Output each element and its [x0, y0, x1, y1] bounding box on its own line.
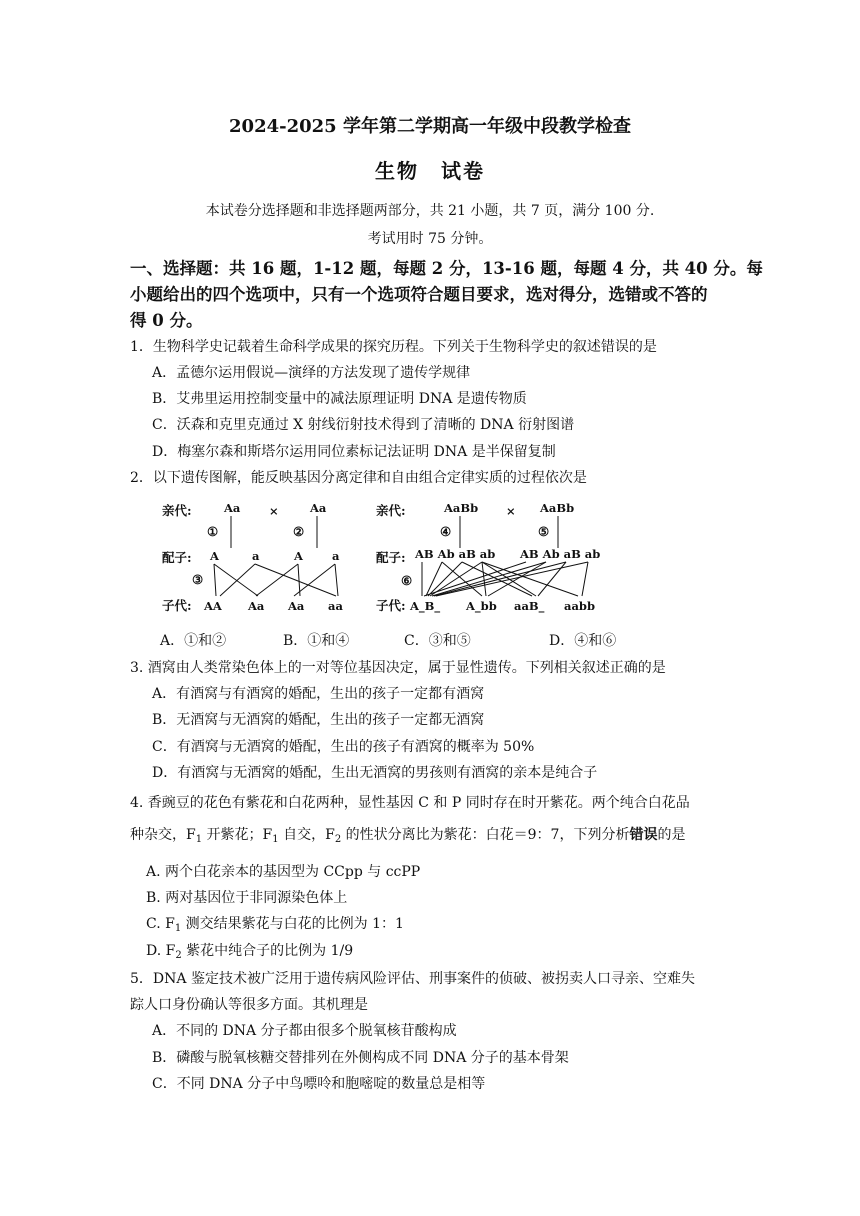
cross-line [214, 564, 216, 596]
q4-line-2-text-b: 开紫花；F [202, 827, 273, 843]
intro-line-2: 考试用时 75 分钟。 [367, 231, 493, 247]
q4-line-2-text-a: 种杂交，F [130, 827, 196, 843]
right-parent-1: AaBb [444, 501, 479, 515]
left-offspring-2: Aa [248, 599, 265, 613]
intro-line-1: 本试卷分选择题和非选择题两部分，共 21 小题，共 7 页，满分 100 分. [205, 203, 655, 219]
left-gamete-4: a [332, 549, 340, 563]
q3-stem: 3. 酒窝由人类常染色体上的一对等位基因决定，属于显性遗传。下列相关叙述正确的是 [130, 660, 666, 676]
subject-title: 生物 试卷 [375, 159, 485, 183]
q4-line-1: 4. 香豌豆的花色有紫花和白花两种，显性基因 C 和 P 同时存在时开紫花。两个纯合白花品 [130, 795, 690, 811]
q1-stem: 1．生物科学史记载着生命科学成果的探究历程。下列关于生物科学史的叙述错误的是 [130, 339, 657, 355]
step-3-label: ③ [192, 572, 204, 587]
step-5-label: ⑤ [538, 524, 550, 539]
left-offspring-3: Aa [288, 599, 305, 613]
q4-sub-1: 1 [195, 834, 203, 845]
q5-option-a: A．不同的 DNA 分子都由很多个脱氧核苷酸构成 [152, 1023, 457, 1039]
cross-line [582, 562, 588, 596]
q1-option-c: C．沃森和克里克通过 X 射线衍射技术得到了清晰的 DNA 衍射图谱 [152, 417, 575, 433]
cross-line [294, 564, 335, 596]
exam-title: 2024-2025 学年第二学期高一年级中段教学检查 [229, 116, 631, 137]
q5-option-b: B．磷酸与脱氧核糖交替排列在外侧构成不同 DNA 分子的基本骨架 [152, 1050, 569, 1066]
cross-line [538, 562, 566, 596]
q4-error-word: 错误 [629, 827, 658, 843]
genetic-cross-diagram [160, 496, 620, 624]
q5-option-c: C．不同 DNA 分子中鸟嘌呤和胞嘧啶的数量总是相等 [152, 1076, 486, 1092]
q2-option-c: C．③和⑤ [404, 633, 471, 649]
left-parent-label: 亲代: [162, 503, 192, 518]
step-4-label: ④ [440, 524, 452, 539]
q3-option-c: C．有酒窝与无酒窝的婚配，生出的孩子有酒窝的概率为 50% [152, 739, 535, 755]
q3-option-b: B．无酒窝与无酒窝的婚配，生出的孩子一定都无酒窝 [152, 712, 485, 728]
right-offspring-4: aabb [564, 599, 595, 613]
q4-option-c-post: 测交结果紫花与白花的比例为 1：1 [181, 916, 404, 932]
q4-line-2-text-e: 的是 [657, 827, 686, 843]
right-cross-sign: × [506, 504, 516, 518]
left-cross-sign: × [269, 504, 279, 518]
left-gamete-label: 配子: [162, 550, 192, 565]
left-parent-1: Aa [224, 501, 241, 515]
q4-option-c-pre: C. F [146, 916, 175, 932]
left-gamete-3: A [294, 549, 303, 563]
left-offspring-label: 子代: [162, 598, 192, 613]
q2-option-d: D．④和⑥ [549, 633, 617, 649]
q1-option-b: B．艾弗里运用控制变量中的减法原理证明 DNA 是遗传物质 [152, 391, 527, 407]
q2-option-a: A．①和② [160, 633, 227, 649]
left-offspring-4: aa [328, 599, 343, 613]
q4-option-d-sub: 2 [175, 950, 182, 961]
step-6-label: ⑥ [401, 573, 413, 588]
left-gamete-2: a [252, 549, 260, 563]
cross-line [214, 564, 258, 596]
right-parent-label: 亲代: [376, 503, 406, 518]
section-heading-line-2: 小题给出的四个选项中，只有一个选项符合题目要求，选对得分，选错或不答的 [130, 285, 708, 304]
q4-option-b: B. 两对基因位于非同源染色体上 [146, 890, 348, 906]
left-offspring-1: AA [204, 599, 222, 613]
right-offspring-3: aaB_ [514, 599, 545, 613]
q4-option-a: A. 两个白花亲本的基因型为 CCpp 与 ccPP [146, 864, 421, 880]
right-gamete-label: 配子: [376, 550, 406, 565]
right-offspring-1: A_B_ [410, 599, 441, 613]
q4-line-2-text-c: 自交，F [278, 827, 335, 843]
q4-option-c [146, 915, 404, 933]
q1-option-d: D．梅塞尔森和斯塔尔运用同位素标记法证明 DNA 是半保留复制 [152, 444, 556, 460]
q3-option-a: A．有酒窝与有酒窝的婚配，生出的孩子一定都有酒窝 [152, 686, 485, 702]
right-gametes-group-2: AB Ab aB ab [520, 547, 601, 561]
right-gametes-group-1: AB Ab aB ab [415, 547, 496, 561]
q2-option-b: B．①和④ [283, 633, 350, 649]
q5-line-1: 5．DNA 鉴定技术被广泛用于遗传病风险评估、刑事案件的侦破、被拐卖人口寻亲、空难失 [130, 971, 695, 987]
step-2-label: ② [293, 524, 305, 539]
left-parent-2: Aa [310, 501, 327, 515]
cross-line [335, 564, 338, 596]
cross-line [434, 562, 566, 596]
q4-option-d [146, 942, 353, 960]
cross-line [220, 564, 255, 596]
q5-line-2: 踪人口身份确认等很多方面。其机理是 [130, 997, 368, 1013]
section-heading-line-3: 得 0 分。 [130, 311, 203, 330]
right-parent-2: AaBb [540, 501, 575, 515]
q4-option-d-post: 紫花中纯合子的比例为 1/9 [181, 943, 354, 959]
step-1-label: ① [207, 524, 219, 539]
q4-line-2 [130, 826, 685, 844]
cross-line [256, 564, 298, 596]
right-offspring-2: A_bb [466, 599, 497, 613]
right-offspring-label: 子代: [376, 598, 406, 613]
q4-sub-3: 2 [334, 834, 342, 845]
left-gamete-1: A [210, 549, 219, 563]
q4-line-2-text-d: 的性状分离比为紫花：白花＝9：7，下列分析 [341, 827, 630, 843]
q4-option-c-sub: 1 [174, 923, 182, 934]
cross-line [482, 562, 486, 596]
section-heading-line-1: 一、选择题：共 16 题，1-12 题，每题 2 分，13-16 题，每题 4 分，共 40 分。每 [130, 259, 763, 278]
q1-option-a: A．孟德尔运用假说—演绎的方法发现了遗传学规律 [152, 365, 471, 381]
q4-option-d-pre: D. F [146, 943, 176, 959]
q2-stem: 2．以下遗传图解，能反映基因分离定律和自由组合定律实质的过程依次是 [130, 470, 587, 486]
q3-option-d: D．有酒窝与无酒窝的婚配，生出无酒窝的男孩则有酒窝的亲本是纯合子 [152, 765, 598, 781]
q4-sub-2: 1 [272, 834, 279, 845]
cross-line [255, 564, 336, 596]
